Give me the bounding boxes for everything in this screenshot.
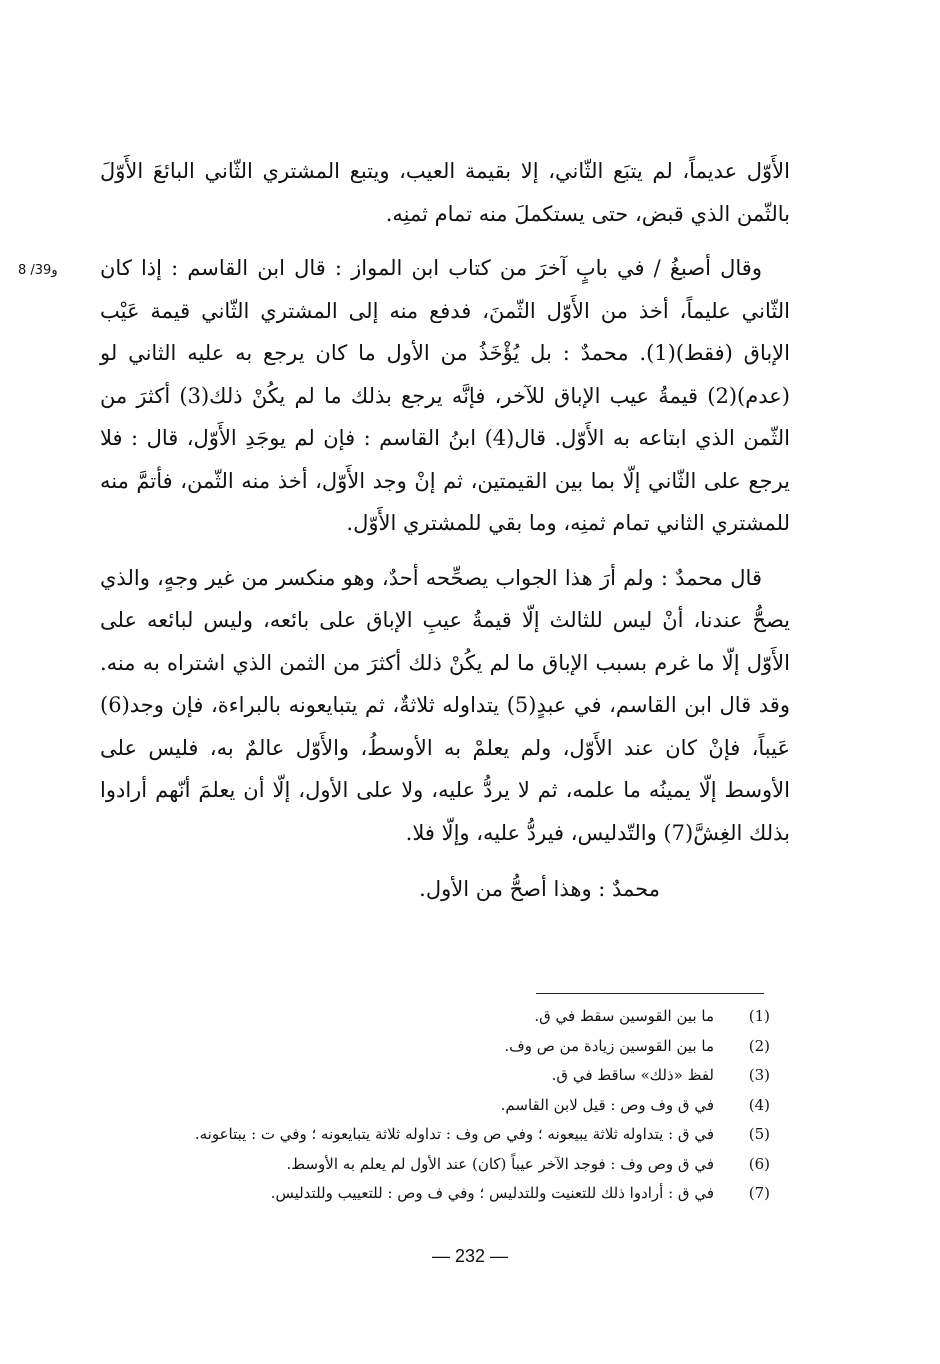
footnote-number: (1) — [748, 1007, 770, 1025]
margin-folio-reference: 8 /39و — [18, 263, 58, 278]
footnote-item — [120, 1120, 770, 1150]
footnote-item — [120, 1061, 770, 1091]
paragraph-3: قال محمدٌ : ولم أرَ هذا الجواب يصحِّحه أحدٌ، وهو منكسر من غير وجهٍ، والذي يصحُّ عندنا، أنْ ليس للثالث إلّا قيمةُ عيبِ الإباق على بائعه، وليس لبائعه على الأَوّل إلّا ما غرم بسبب الإباق ما لم يكُنْ ذلك أكثرَ من الثمن الذي اشتراه به منه. وقد قال ابن القاسم، في عبدٍ(5) يتداوله ثلاثةٌ، ثم يتبايعونه بالبراءة، فإن وجد(6) عَيباً، فإنْ كان عند الأَوّل، ولم يعلمْ به الأوسطُ، والأَوّل عالمٌ به، فليس على الأوسط إلّا يمينُه ما علمه، ثم لا يردُّ عليه، ولا على الأول، إلّا أن يعلمَ أنّهم أرادوا بذلك الغِشَّ(7) والتّدليس، فيردُّ عليه، وإلّا فلا. — [100, 565, 790, 845]
footnote-item — [120, 1150, 770, 1180]
footnote-number: (5) — [748, 1125, 770, 1143]
footnote-number: (6) — [748, 1154, 770, 1173]
page-number: — 232 — — [431, 1246, 509, 1266]
footnote-text: لفظ «ذلك» ساقط في ق. — [551, 1066, 714, 1084]
main-text — [100, 150, 790, 923]
footnote-text: في ق وف وص : قيل لابن القاسم. — [500, 1095, 714, 1114]
paragraph-1: الأَوّل عديماً، لم يتبَع الثّاني، إلا بقيمة العيب، ويتبع المشتري الثّاني البائعَ الأَوّلَ بالثّمن الذي قبض، حتى يستكملَ منه تمام ثمنِه. — [100, 159, 790, 226]
footnote-item — [120, 1032, 770, 1062]
footnote-item — [120, 1091, 770, 1121]
footnote-number: (2) — [748, 1036, 770, 1055]
footnote-text: في ق وص وف : فوجد الآخر عيباً (كان) عند الأول لم يعلم به الأوسط. — [286, 1154, 714, 1173]
footnote-item — [120, 1179, 770, 1209]
footnotes — [120, 1002, 770, 1209]
footnote-text: ما بين القوسين سقط في ق. — [534, 1007, 714, 1025]
paragraph-2: وقال أصبغُ / في بابٍ آخرَ من كتاب ابن المواز : قال ابن القاسم : إذا كان الثّاني عليماً، أخذ من الأَوّل الثّمنَ، فدفع منه إلى المشتري الثّاني قيمة عَيْب الإباق (فقط)(1). محمدٌ : بل يُؤْخَذُ من الأول ما كان يرجع به عليه الثاني لو (عدم)(2) قيمةُ عيب الإباق للآخر، فإنَّه يرجع بذلك ما لم يكُنْ ذلك(3) أكثرَ من الثّمن الذي ابتاعه به الأَوّل. قال(4) ابنُ القاسم : فإن لم يوجَدِ الأَوّل، قال : فلا يرجع على الثّاني إلّا بما بين القيمتين، ثم إنْ وجد الأَوّل، أخذ منه الثّمن، فأتمَّ منه للمشتري الثاني تمام ثمنِه، وما بقي للمشتري الأَوّل. — [100, 256, 790, 535]
footnote-text: ما بين القوسين زيادة من ص وف. — [504, 1036, 714, 1055]
footnote-item — [120, 1002, 770, 1032]
footnote-number: (3) — [748, 1066, 770, 1084]
footnote-text: في ق : أرادوا ذلك للتعنيت وللتدليس ؛ وفي ف وص : للتعييب وللتدليس. — [270, 1184, 714, 1202]
paragraph-4: محمدٌ : وهذا أصحُّ من الأول. — [419, 877, 660, 901]
footnote-text: في ق : يتداوله ثلاثة يبيعونه ؛ وفي ص وف : تداوله ثلاثة يتبايعونه ؛ وفي ت : يبتاعونه. — [194, 1125, 714, 1143]
footnote-separator — [536, 993, 764, 994]
footnote-number: (7) — [748, 1184, 770, 1202]
footnote-number: (4) — [748, 1095, 770, 1114]
